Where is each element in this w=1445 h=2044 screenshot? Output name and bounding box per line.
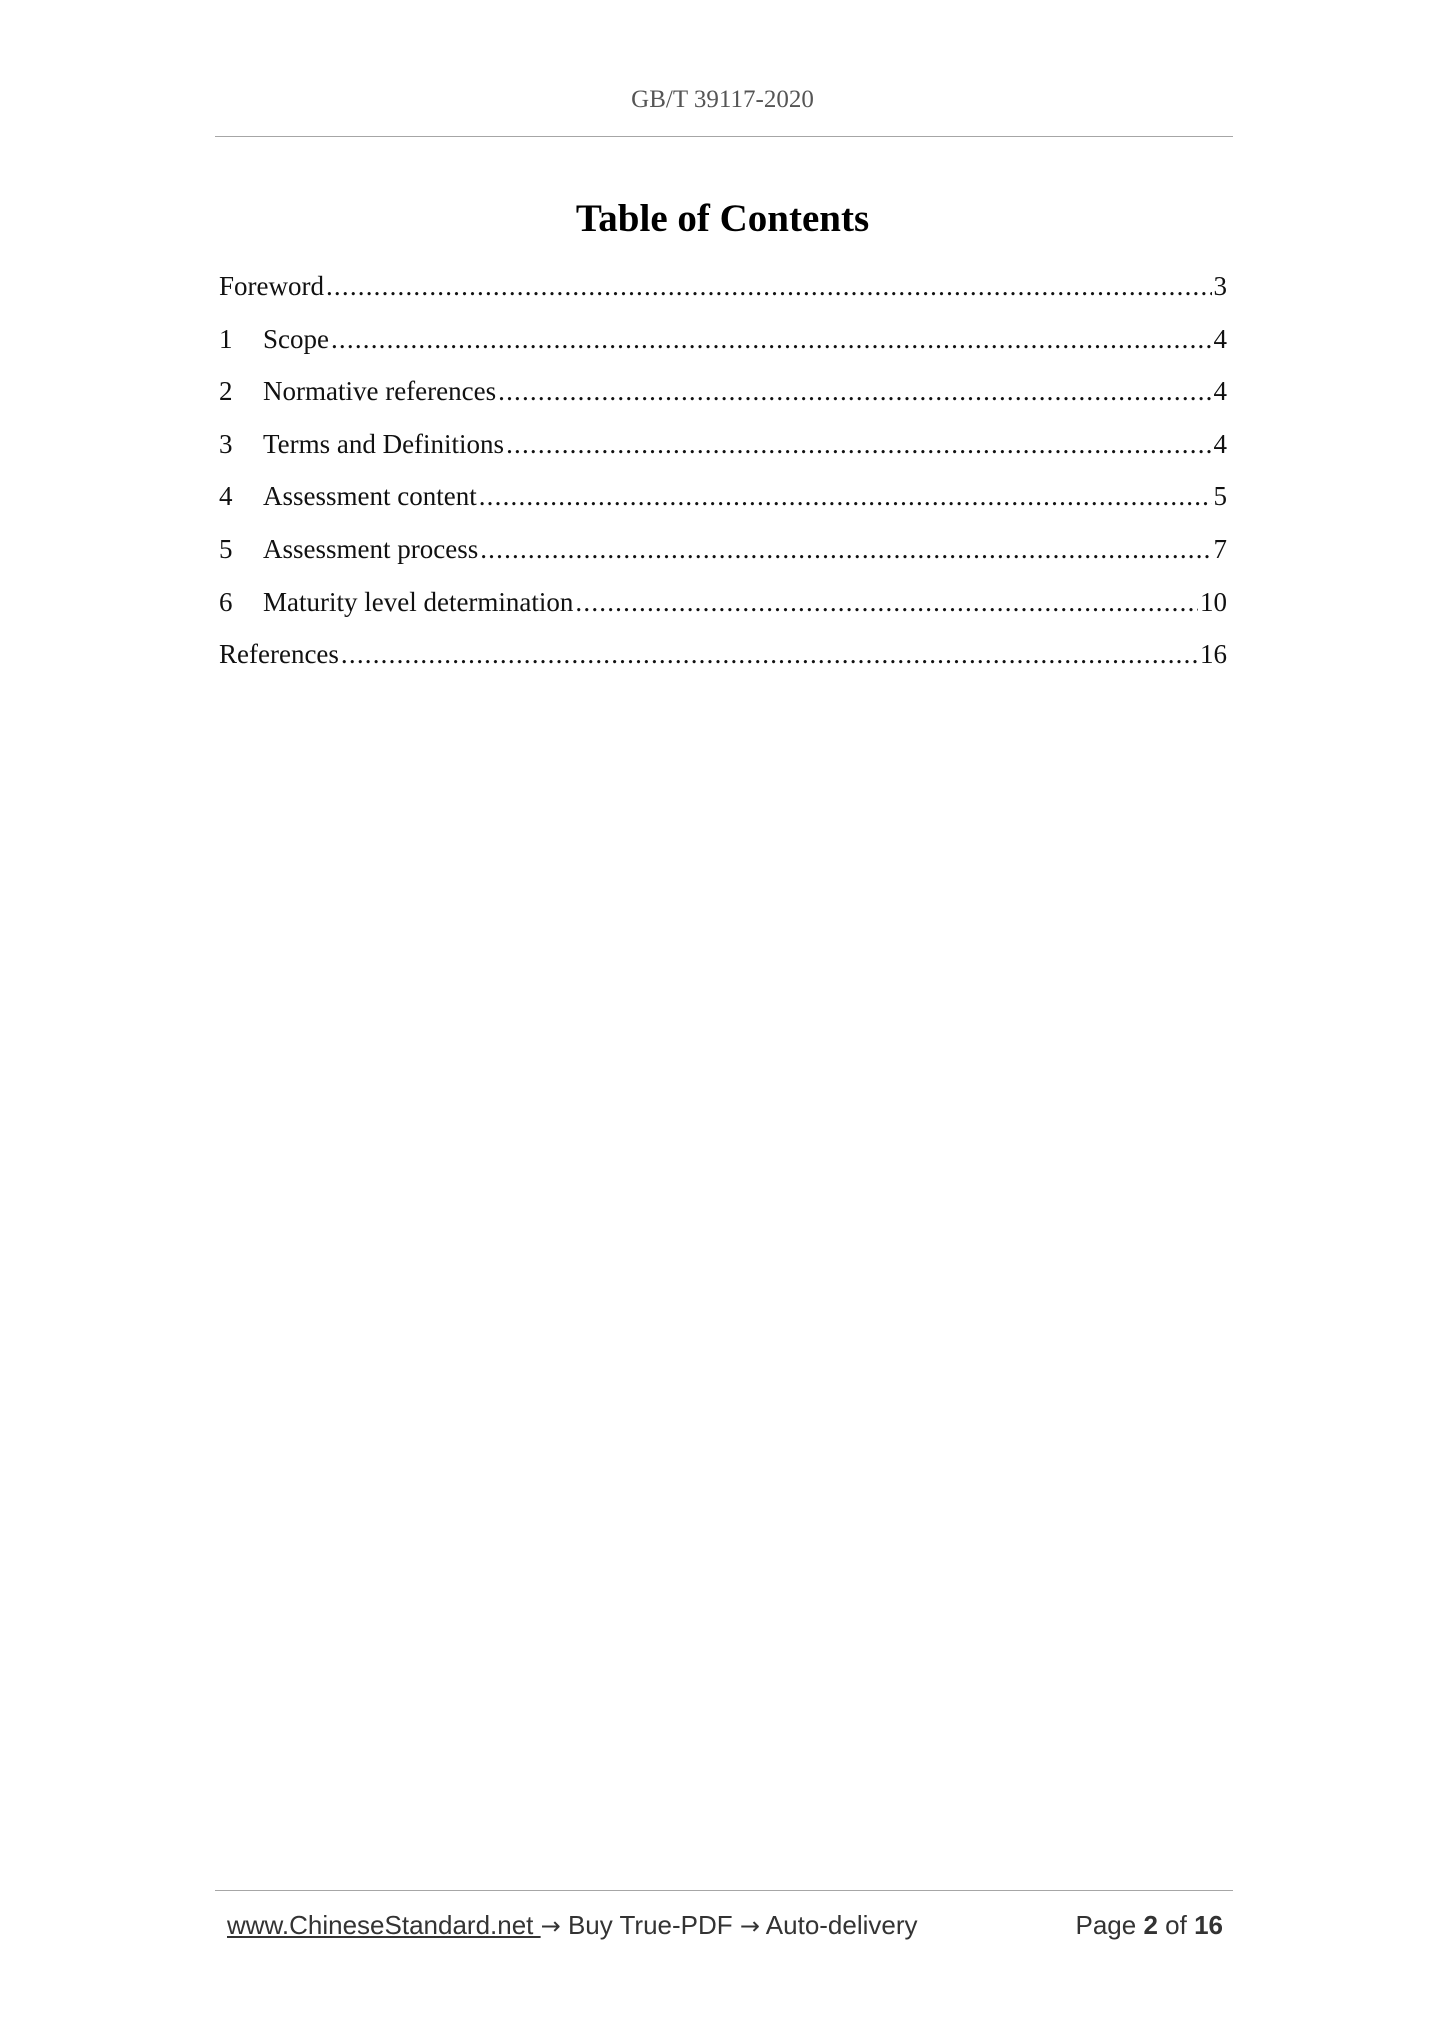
footer-promo	[227, 1910, 918, 1941]
toc-entry-number: 2	[219, 376, 233, 407]
page-title: Table of Contents	[575, 197, 870, 240]
toc-entry-terms-and-definitions[interactable]	[219, 429, 1227, 482]
current-page-number: 2	[1143, 1910, 1158, 1940]
toc-entry-label: Terms and Definitions	[263, 428, 505, 459]
toc-entry-page: 7	[1213, 533, 1227, 564]
toc-entry-page: 4	[1213, 428, 1227, 459]
toc-leader-dots	[506, 429, 1211, 460]
footer-divider	[215, 1890, 1233, 1891]
toc-entry-scope[interactable]	[219, 324, 1227, 377]
toc-entry-page: 4	[1213, 376, 1227, 407]
right-arrow-icon: →	[540, 1912, 561, 1940]
toc-leader-dots	[341, 639, 1198, 670]
toc-entry-page: 16	[1200, 639, 1227, 670]
toc-entry-number: 5	[219, 533, 233, 564]
toc-leader-dots	[326, 271, 1212, 302]
page-word: Page	[1075, 1910, 1137, 1940]
of-word: of	[1165, 1910, 1187, 1940]
delivery-text: Auto-delivery	[760, 1910, 918, 1940]
toc-entry-number: 1	[219, 323, 233, 354]
toc-entry-assessment-content[interactable]	[219, 481, 1227, 534]
toc-entry-page: 4	[1213, 323, 1227, 354]
total-page-count: 16	[1194, 1910, 1223, 1940]
toc-entry-label: Assessment process	[263, 533, 479, 564]
toc-entry-page: 3	[1213, 271, 1227, 301]
toc-entry-label: Foreword	[219, 271, 324, 301]
buy-text: Buy True-PDF	[560, 1910, 740, 1940]
toc-entry-label: Assessment content	[263, 481, 477, 512]
toc-entry-foreword[interactable]	[219, 271, 1227, 324]
table-of-contents	[219, 271, 1227, 692]
toc-entry-number: 6	[219, 586, 233, 617]
header-divider	[215, 136, 1233, 137]
toc-entry-label: References	[219, 639, 339, 670]
toc-entry-label: Normative references	[263, 376, 497, 407]
toc-leader-dots	[331, 324, 1212, 355]
page-number-indicator	[1075, 1910, 1223, 1941]
toc-leader-dots	[575, 587, 1198, 618]
document-code-header: GB/T 39117-2020	[631, 86, 814, 113]
toc-leader-dots	[498, 376, 1211, 407]
toc-entry-normative-references[interactable]	[219, 376, 1227, 429]
toc-leader-dots	[479, 481, 1212, 512]
toc-leader-dots	[480, 534, 1211, 565]
toc-entry-number: 3	[219, 428, 233, 459]
toc-entry-maturity-level-determination[interactable]	[219, 587, 1227, 640]
right-arrow-icon: →	[739, 1912, 760, 1940]
toc-entry-assessment-process[interactable]	[219, 534, 1227, 587]
toc-entry-label: Maturity level determination	[263, 586, 574, 617]
toc-entry-references[interactable]	[219, 639, 1227, 692]
toc-entry-page: 10	[1200, 586, 1227, 617]
site-link[interactable]: www.ChineseStandard.net	[227, 1910, 541, 1940]
page-footer	[0, 1910, 1445, 1950]
toc-entry-label: Scope	[263, 323, 329, 354]
toc-entry-page: 5	[1213, 481, 1227, 512]
toc-entry-number: 4	[219, 481, 233, 512]
